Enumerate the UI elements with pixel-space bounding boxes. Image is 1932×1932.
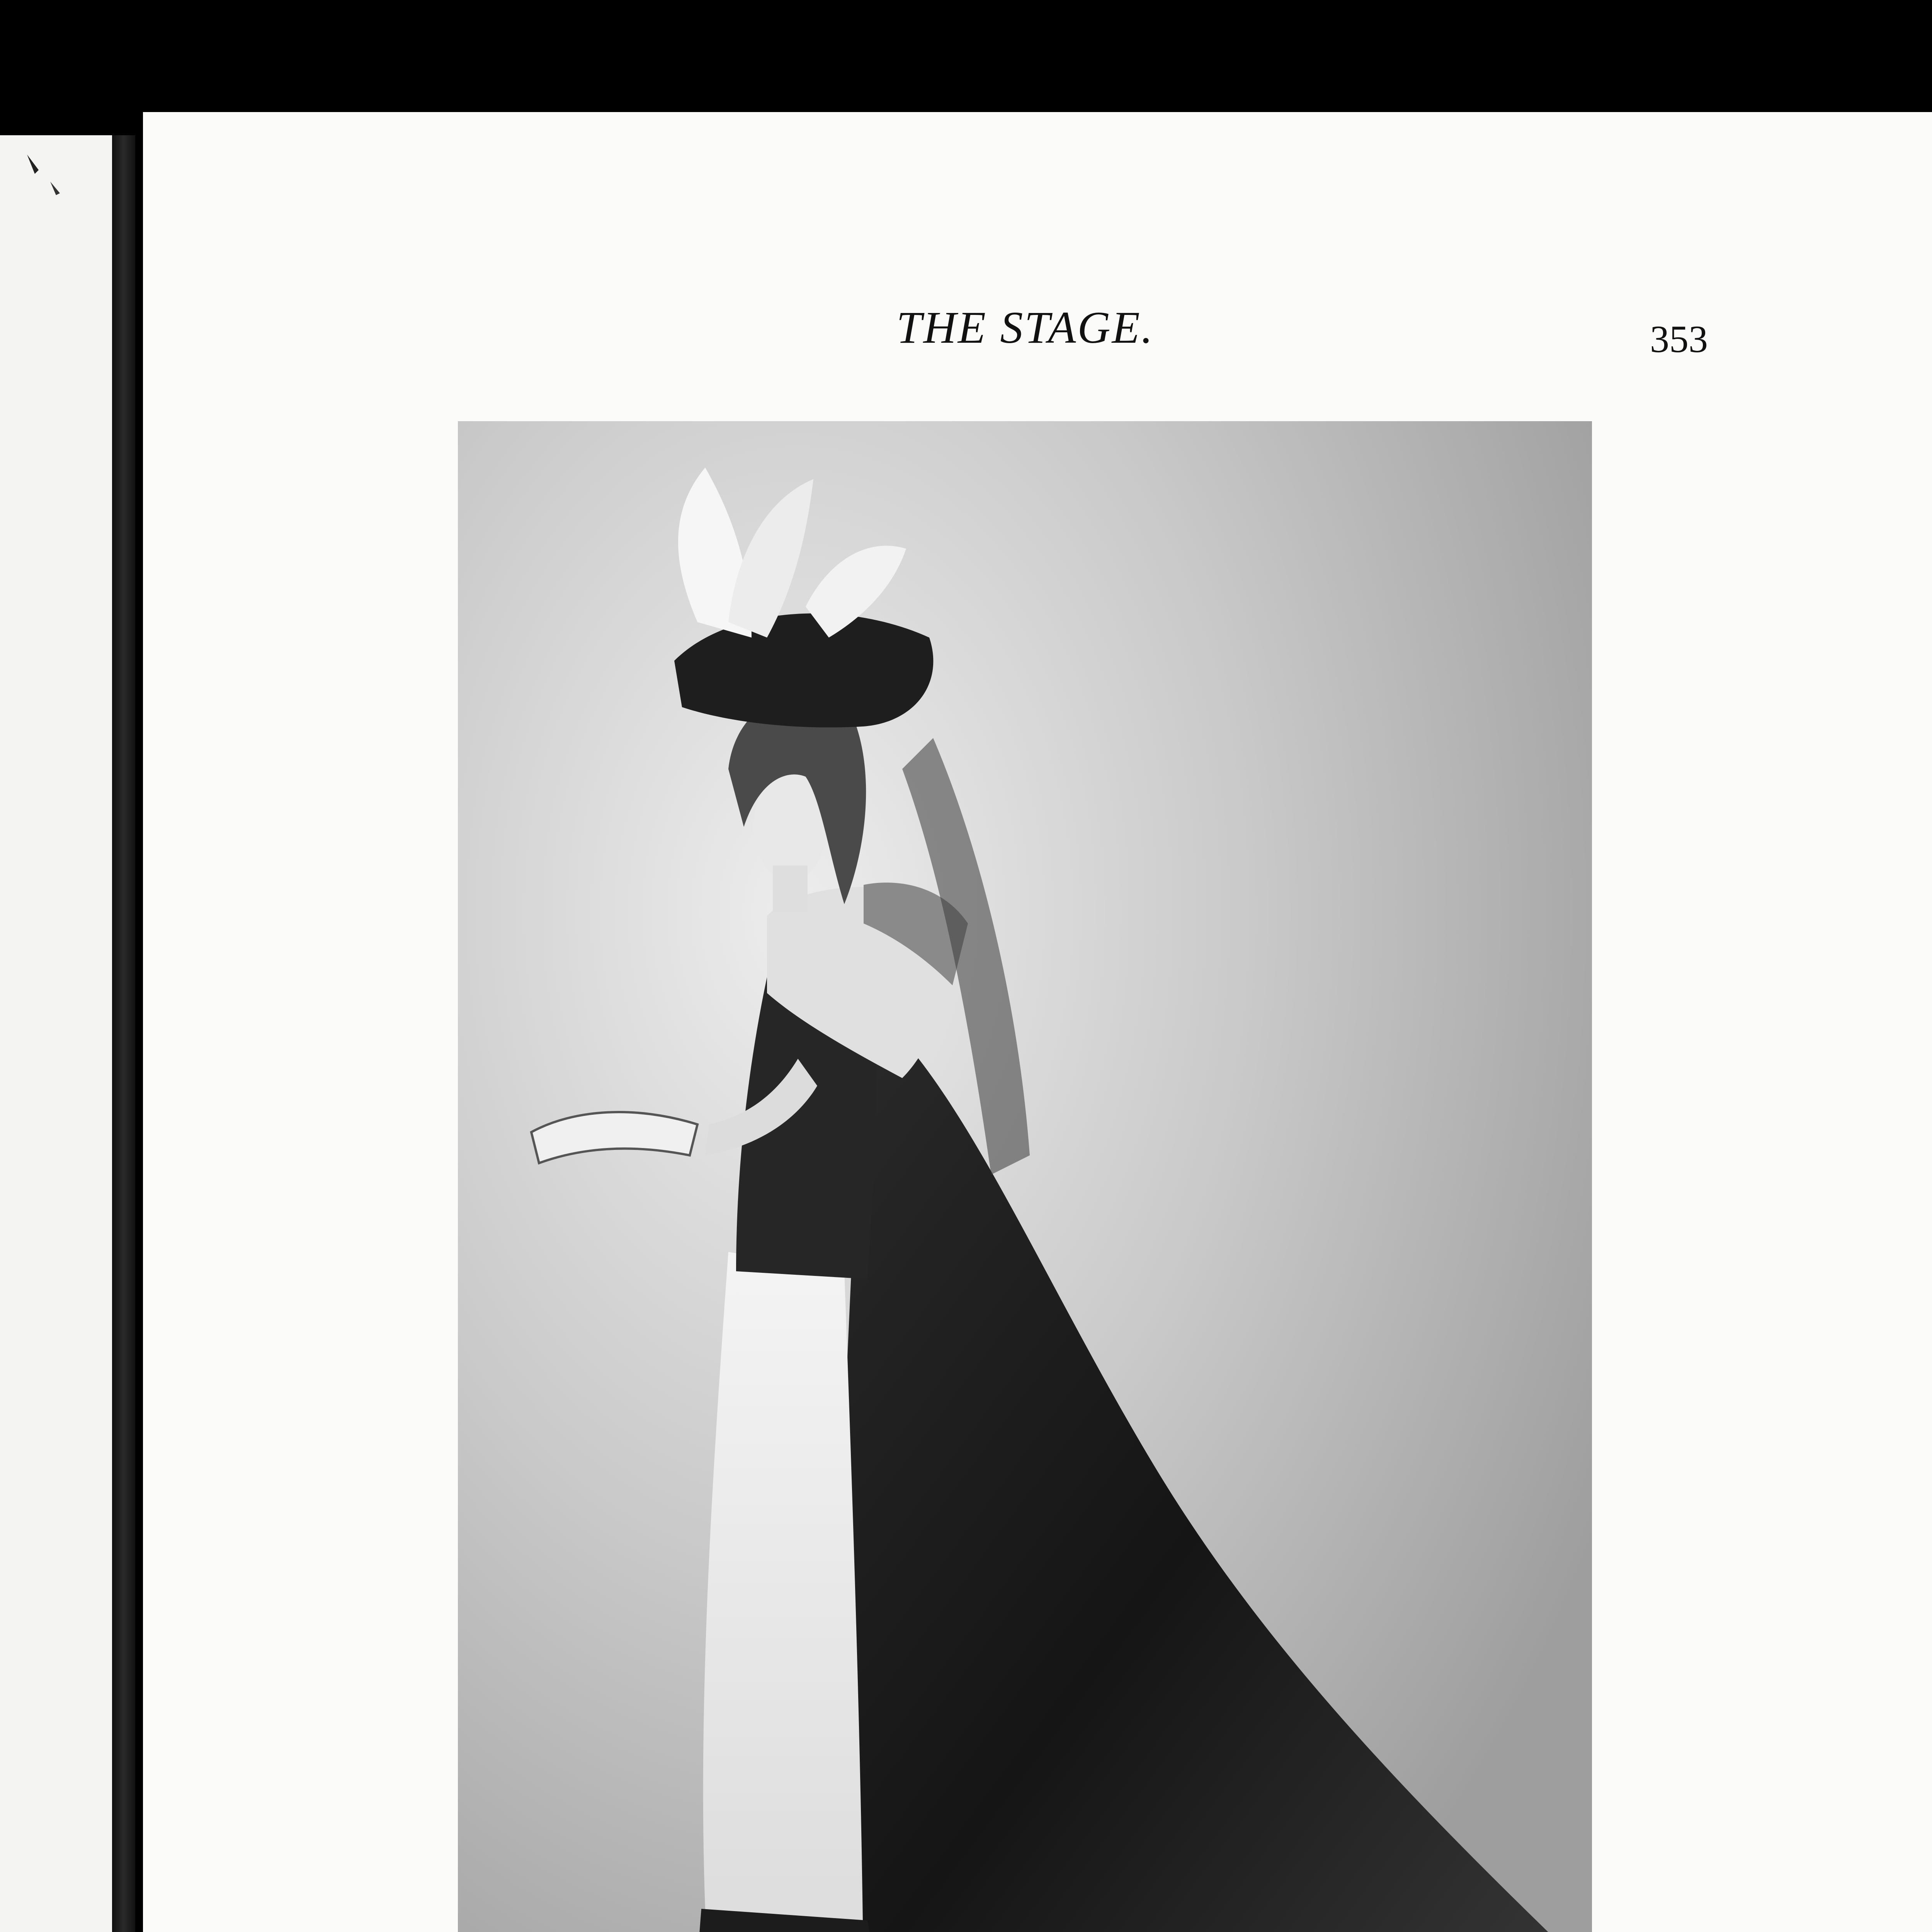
left-page-marks bbox=[23, 147, 66, 197]
portrait-photograph bbox=[458, 421, 1592, 1932]
left-page-edge bbox=[0, 135, 117, 1932]
running-title: THE STAGE. bbox=[896, 302, 1155, 353]
portrait-figure bbox=[458, 421, 1592, 1932]
page-number: 353 bbox=[1650, 318, 1708, 361]
